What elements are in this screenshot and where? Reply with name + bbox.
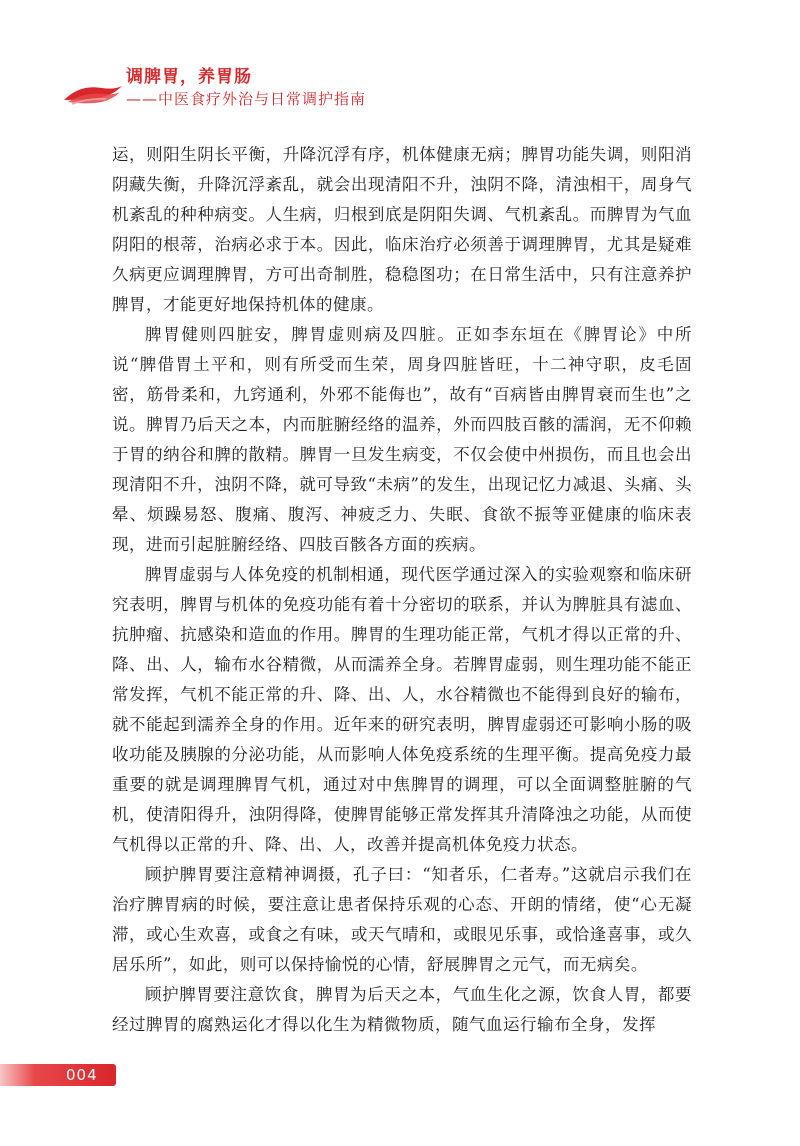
paragraph-continuation: 运，则阳生阴长平衡，升降沉浮有序，机体健康无病；脾胃功能失调，则阳消阴藏失衡，升降沉浮紊乱，就会出现清阳不升，浊阴不降，清浊相干，周身气机紊乱的种种病变。人生病，归根到底是阴阳失调、气机紊乱。而脾胃为气血阴阳的根蒂，治病必求于本。因此，临床治疗必须善于调理脾胃，尤其是疑难久病更应调理脾胃，方可出奇制胜，稳稳图功；在日常生活中，只有注意养护脾胃，才能更好地保持机体的健康。 bbox=[112, 145, 692, 314]
paragraph: 脾胃健则四脏安，脾胃虚则病及四脏。正如李东垣在《脾胃论》中所说“脾借胃土平和，则有所受而生荣，周身四脏皆旺，十二神守职，皮毛固密，筋骨柔和，九窍通利，外邪不能侮也”，故有“百病皆由脾胃衰而生也”之说。脾胃乃后天之本，内而脏腑经络的温养，外而四肢百骸的濡润，无不仰赖于胃的纳谷和脾的散精。脾胃一旦发生病变，不仅会使中州损伤，而且也会出现清阳不升，浊阴不降，就可导致“未病”的发生，出现记忆力减退、头痛、头晕、烦躁易怒、腹痛、腹泻、神疲乏力、失眠、食欲不振等亚健康的临床表现，进而引起脏腑经络、四肢百骸各方面的疾病。 bbox=[112, 325, 692, 554]
paragraph: 顾护脾胃要注意精神调摄，孔子曰：“知者乐，仁者寿。”这就启示我们在治疗脾胃病的时候，要注意让患者保持乐观的心态、开朗的情绪，使“心无凝滞，或心生欢喜，或食之有味，或天气晴和，或眼见乐事，或恰逢喜事，或久居乐所”，如此，则可以保持愉悦的心情，舒展脾胃之元气，而无病矣。 bbox=[112, 865, 692, 974]
running-header bbox=[0, 0, 800, 130]
book-logo-icon bbox=[62, 80, 124, 106]
page-number-bar bbox=[0, 1064, 116, 1086]
paragraph: 脾胃虚弱与人体免疫的机制相通，现代医学通过深入的实验观察和临床研究表明，脾胃与机体的免疫功能有着十分密切的联系，并认为脾脏具有滤血、抗肿瘤、抗感染和造血的作用。脾胃的生理功能正常，气机才得以正常的升、降、出、人，输布水谷精微，从而濡养全身。若脾胃虚弱，则生理功能不能正常发挥，气机不能正常的升、降、出、人，水谷精微也不能得到良好的输布，就不能起到濡养全身的作用。近年来的研究表明，脾胃虚弱还可影响小肠的吸收功能及胰腺的分泌功能，从而影响人体免疫系统的生理平衡。提高免疫力最重要的就是调理脾胃气机，通过对中焦脾胃的调理，可以全面调整脏腑的气机，使清阳得升，浊阴得降，使脾胃能够正常发挥其升清降浊之功能，从而使气机得以正常的升、降、出、人，改善并提高机体免疫力状态。 bbox=[112, 565, 692, 854]
body-text bbox=[112, 140, 692, 1040]
book-title: 调脾胃，养胃肠 bbox=[126, 67, 252, 87]
book-subtitle: ——中医食疗外治与日常调护指南 bbox=[126, 90, 367, 108]
paragraph: 顾护脾胃要注意饮食，脾胃为后天之本，气血生化之源，饮食人胃，都要经过脾胃的腐熟运化才得以化生为精微物质，随气血运行输布全身，发挥 bbox=[112, 985, 692, 1034]
page-number-tab bbox=[0, 1064, 120, 1088]
page-number: 004 bbox=[66, 1066, 98, 1084]
